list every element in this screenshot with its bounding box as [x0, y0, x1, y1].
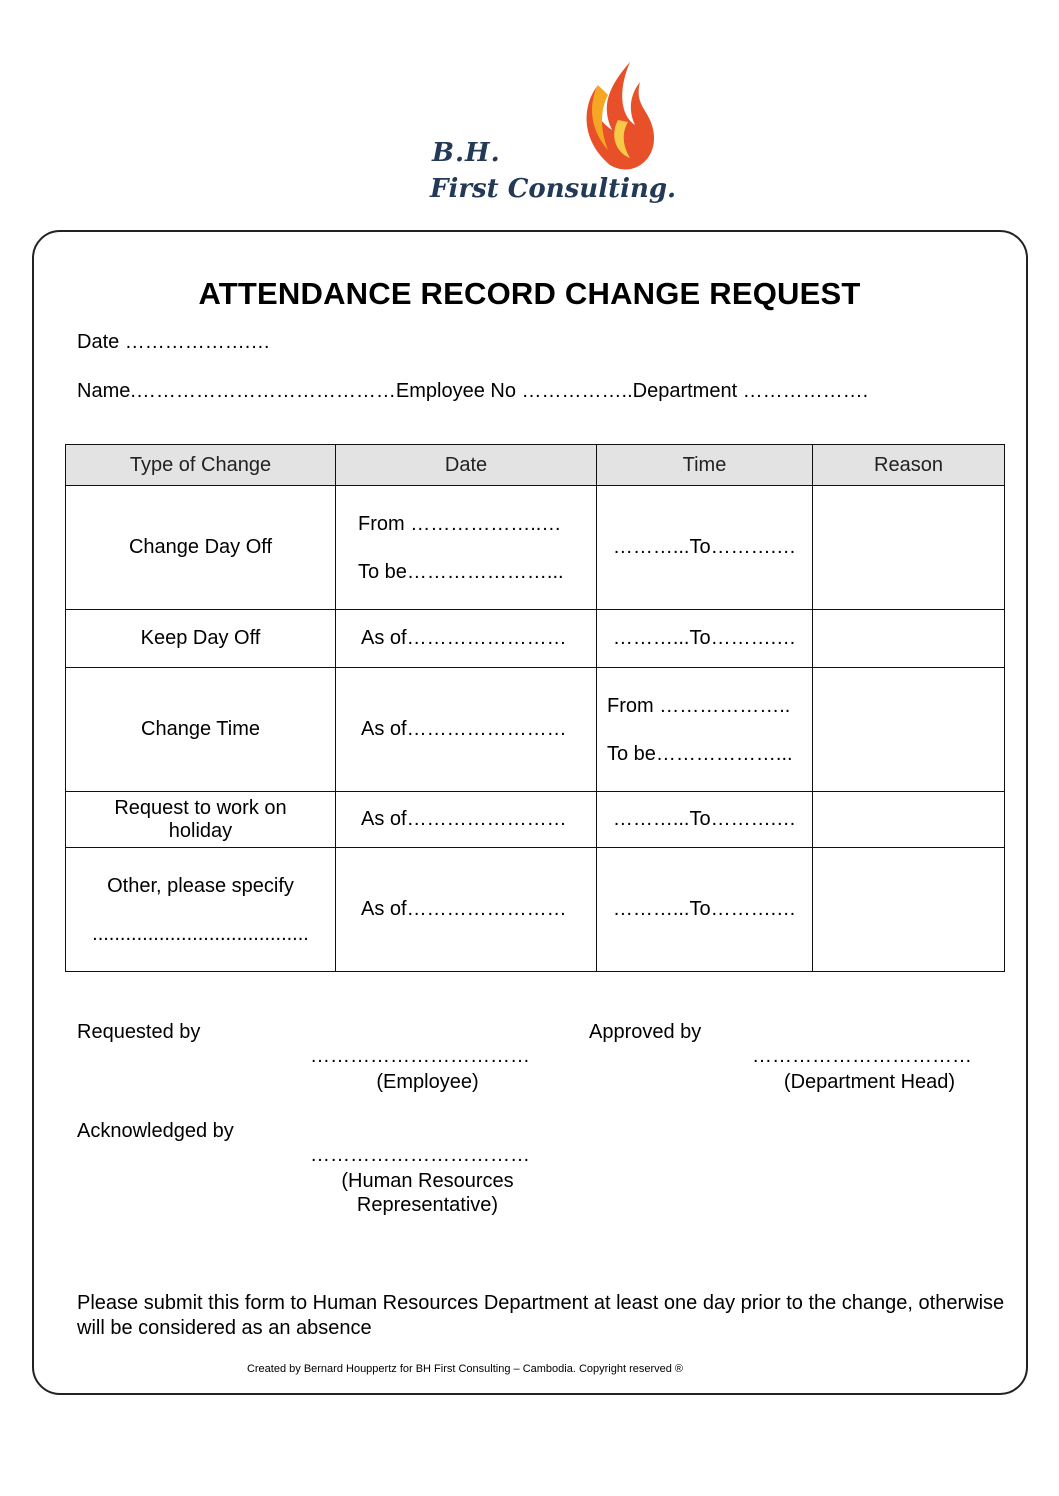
reason-field[interactable] [813, 486, 1005, 610]
logo-text-company: First Consulting. [430, 174, 677, 204]
time-cell [597, 668, 813, 792]
table-row [66, 610, 1005, 668]
header-time: Time [597, 445, 813, 486]
change-request-table [65, 444, 1005, 972]
type-cell: Keep Day Off [66, 610, 336, 668]
requested-by-label: Requested by [77, 1021, 201, 1043]
table-row [66, 486, 1005, 610]
department-head-signature-line[interactable]: …………………………… [752, 1045, 972, 1067]
type-label: Request to work on holiday [114, 796, 287, 842]
company-logo [420, 60, 677, 220]
table-row [66, 668, 1005, 792]
type-cell: Change Day Off [66, 486, 336, 610]
copyright-credit: Created by Bernard Houppertz for BH First Consulting – Cambodia. Copyright reserved ® [246, 1363, 684, 1375]
table-row [66, 848, 1005, 972]
date-field[interactable]: As of…………………… [336, 848, 597, 972]
date-field[interactable]: As of…………………… [336, 792, 597, 848]
hr-signature-line[interactable]: …………………………… [310, 1144, 530, 1166]
form-title: ATTENDANCE RECORD CHANGE REQUEST [198, 276, 861, 311]
acknowledged-by-label: Acknowledged by [77, 1120, 234, 1142]
specify-field[interactable]: ....................................... [92, 922, 309, 945]
reason-field[interactable] [813, 610, 1005, 668]
date-field[interactable]: As of…………………… [336, 610, 597, 668]
date-from-field[interactable]: From ………………..… [358, 512, 562, 535]
time-field[interactable]: ………...To……….… [597, 792, 813, 848]
time-from-field[interactable]: From ……………….. [607, 694, 791, 717]
type-label: Other, please specify [107, 874, 294, 897]
type-cell [66, 792, 336, 848]
employee-signature-line[interactable]: …………………………… [310, 1045, 530, 1067]
date-to-field[interactable]: To be…………………... [358, 560, 564, 583]
reason-field[interactable] [813, 792, 1005, 848]
type-cell [66, 848, 336, 972]
flame-icon [580, 60, 660, 175]
name-employee-department-fields[interactable]: Name.…………………………………Employee No ……………..Department ………………. [77, 380, 869, 402]
approved-by-label: Approved by [589, 1021, 702, 1043]
time-field[interactable]: ………...To……….… [597, 610, 813, 668]
reason-field[interactable] [813, 668, 1005, 792]
submission-note: Please submit this form to Human Resources Department at least one day prior to the change, otherwise will be considered as an absence [77, 1292, 1005, 1339]
employee-role: (Employee) [376, 1071, 479, 1093]
header-type-of-change: Type of Change [66, 445, 336, 486]
reason-field[interactable] [813, 848, 1005, 972]
date-field[interactable]: As of…………………… [336, 668, 597, 792]
type-cell: Change Time [66, 668, 336, 792]
department-head-role: (Department Head) [783, 1071, 956, 1093]
logo-text-initials: B.H. [432, 138, 501, 168]
date-field[interactable]: Date ……………….… [77, 331, 271, 353]
table-row [66, 792, 1005, 848]
time-field[interactable]: ………...To……….… [597, 848, 813, 972]
time-field[interactable]: ………...To……….… [597, 486, 813, 610]
hr-role: (Human Resources Representative) [341, 1170, 514, 1216]
time-to-field[interactable]: To be………………... [607, 742, 793, 765]
header-reason: Reason [813, 445, 1005, 486]
table-header-row [66, 445, 1005, 486]
header-date: Date [336, 445, 597, 486]
date-cell [336, 486, 597, 610]
